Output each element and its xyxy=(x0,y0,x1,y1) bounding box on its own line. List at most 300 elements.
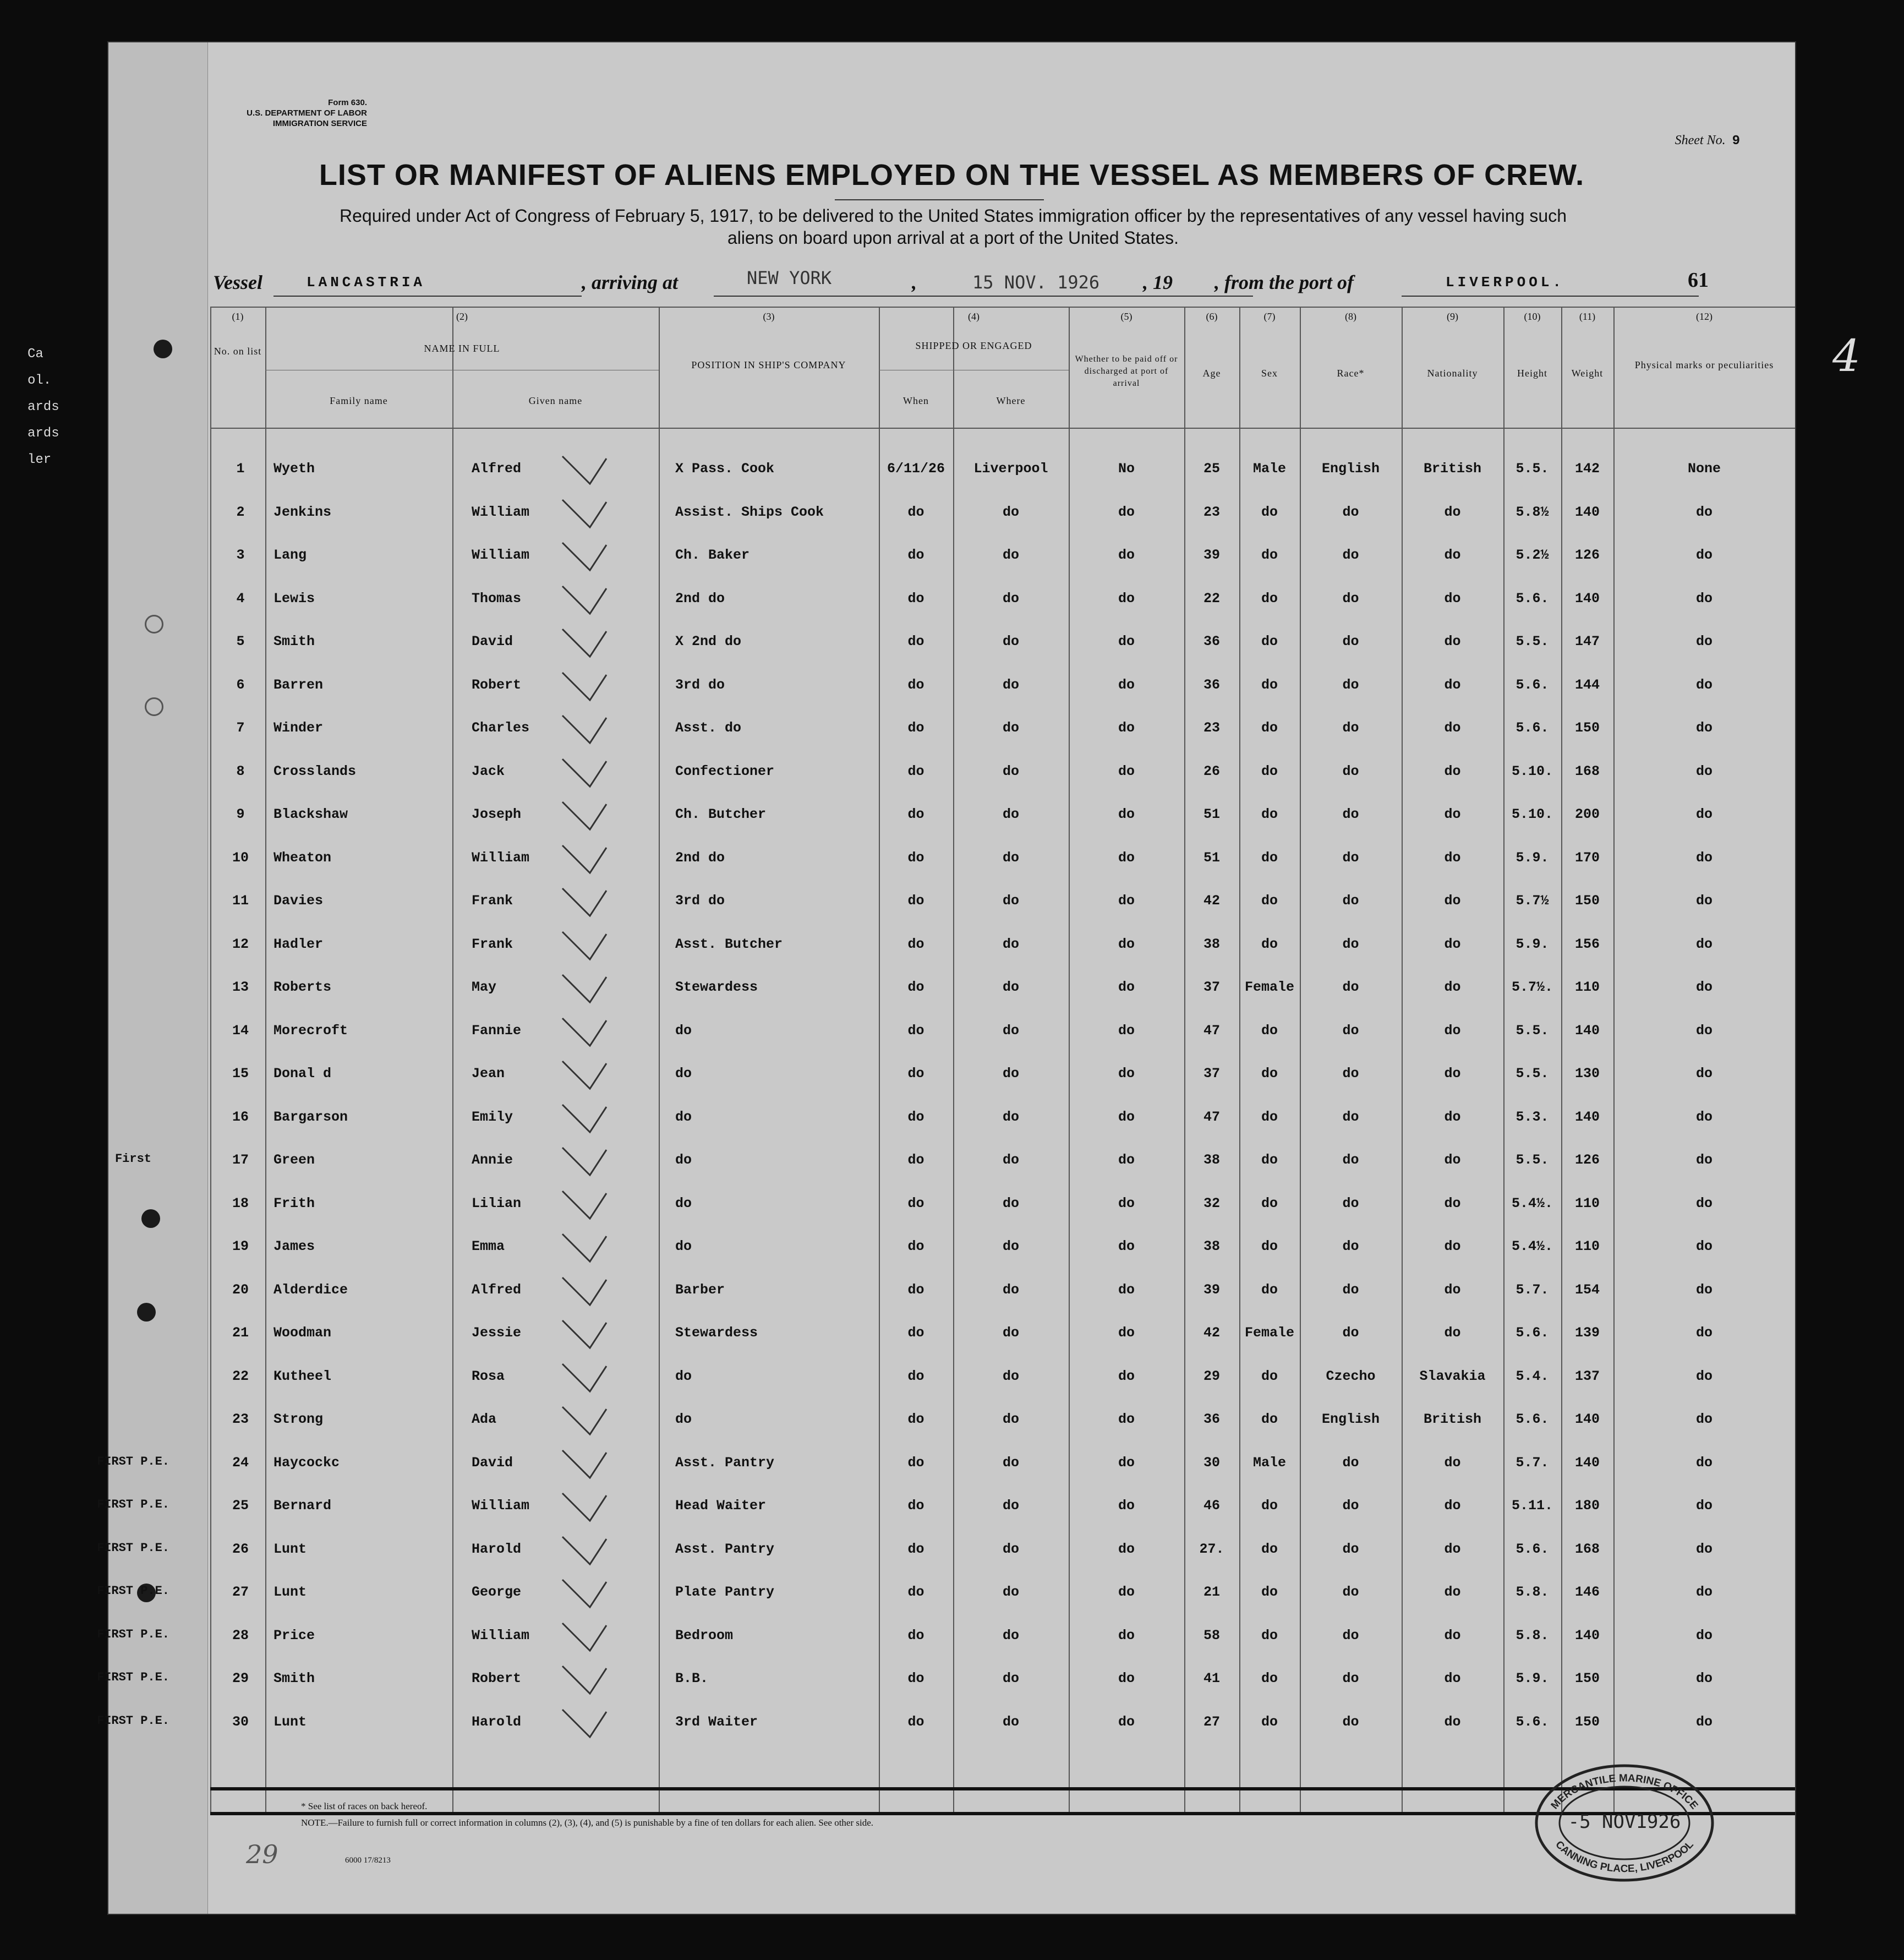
race: do xyxy=(1342,634,1359,649)
weight: 139 xyxy=(1574,1325,1600,1341)
paid-off: do xyxy=(1118,1195,1135,1211)
sex: do xyxy=(1261,1066,1278,1082)
vessel-line xyxy=(108,267,1795,304)
shipped-when: do xyxy=(907,547,924,563)
age: 22 xyxy=(1203,590,1220,607)
table-row xyxy=(108,1055,1795,1095)
position: X 2nd do xyxy=(675,634,742,649)
row-number: 28 xyxy=(232,1627,249,1644)
family-name: Hadler xyxy=(273,936,324,952)
row-number: 8 xyxy=(236,763,245,779)
shipped-where: do xyxy=(1002,634,1019,649)
height: 5.6. xyxy=(1515,676,1549,693)
check-mark xyxy=(560,1014,609,1050)
row-number: 16 xyxy=(232,1109,249,1125)
nationality: do xyxy=(1444,1325,1461,1341)
weight: 140 xyxy=(1574,1109,1600,1125)
paid-off: do xyxy=(1118,1368,1135,1384)
shipped-where: do xyxy=(1002,1152,1019,1168)
weight: 140 xyxy=(1574,1627,1600,1644)
paid-off: do xyxy=(1118,1670,1135,1686)
shipped-where: do xyxy=(1002,1325,1019,1341)
given-name: Robert xyxy=(472,676,522,693)
paid-off: do xyxy=(1118,1325,1135,1341)
physical-marks: do xyxy=(1695,1022,1712,1039)
height: 5.10. xyxy=(1511,806,1553,822)
shipped-where: do xyxy=(1002,720,1019,736)
given-name: William xyxy=(472,849,530,866)
col-head-where: Where xyxy=(996,395,1026,406)
row-number: 22 xyxy=(232,1368,249,1384)
check-mark xyxy=(560,1230,609,1266)
check-mark xyxy=(560,1705,609,1741)
sex: do xyxy=(1261,547,1278,563)
paid-off: do xyxy=(1118,936,1135,952)
check-mark xyxy=(560,755,609,791)
position: Plate Pantry xyxy=(675,1584,775,1600)
row-number: 26 xyxy=(232,1541,249,1557)
height: 5.6. xyxy=(1515,720,1549,736)
weight: 150 xyxy=(1574,720,1600,736)
table-row xyxy=(96,1617,1795,1657)
position: Barber xyxy=(675,1281,725,1298)
paid-off: do xyxy=(1118,1281,1135,1298)
position: do xyxy=(675,1152,692,1168)
sex: do xyxy=(1261,1713,1278,1730)
age: 23 xyxy=(1203,720,1220,736)
col-head-shipped: SHIPPED OR ENGAGED xyxy=(915,340,1032,351)
table-row xyxy=(108,795,1795,836)
col-head-given: Given name xyxy=(528,395,583,406)
family-name: Kutheel xyxy=(273,1368,332,1384)
age: 51 xyxy=(1203,849,1220,866)
nationality: British xyxy=(1423,1411,1482,1427)
physical-marks: do xyxy=(1695,1109,1712,1125)
family-name: Haycockc xyxy=(273,1454,340,1471)
race: do xyxy=(1342,1713,1359,1730)
col-num-8: (8) xyxy=(1345,311,1356,322)
nationality: do xyxy=(1444,504,1461,520)
paid-off: No xyxy=(1118,461,1135,477)
col-num-3: (3) xyxy=(763,311,775,322)
check-mark xyxy=(560,495,609,532)
table-row xyxy=(96,1703,1795,1744)
table-row xyxy=(108,752,1795,793)
height: 5.3. xyxy=(1515,1109,1549,1125)
position: 3rd do xyxy=(675,676,725,693)
table-row xyxy=(108,580,1795,620)
shipped-when: do xyxy=(907,763,924,779)
col-head-when: When xyxy=(903,395,929,406)
paid-off: do xyxy=(1118,1109,1135,1125)
race: do xyxy=(1342,1454,1359,1471)
paid-off: do xyxy=(1118,1066,1135,1082)
weight: 200 xyxy=(1574,806,1600,822)
row-number: 14 xyxy=(232,1022,249,1039)
position: do xyxy=(675,1411,692,1427)
print-code: 6000 17/8213 xyxy=(345,1856,391,1865)
form-header xyxy=(196,97,367,129)
physical-marks: do xyxy=(1695,1238,1712,1254)
table-row xyxy=(108,839,1795,880)
family-name: Lunt xyxy=(273,1584,307,1600)
age: 32 xyxy=(1203,1195,1220,1211)
check-mark xyxy=(560,841,609,877)
position: Asst. Pantry xyxy=(675,1454,775,1471)
sex: do xyxy=(1261,1152,1278,1168)
position: B.B. xyxy=(675,1670,709,1686)
shipped-where: do xyxy=(1002,1195,1019,1211)
check-mark xyxy=(560,1187,609,1223)
paid-off: do xyxy=(1118,1541,1135,1557)
shipped-where: do xyxy=(1002,1713,1019,1730)
table-row xyxy=(108,450,1795,490)
check-mark xyxy=(560,668,609,705)
given-name: William xyxy=(472,1627,530,1644)
stamp-top-text: MERCANTILE MARINE OFFICE xyxy=(1549,1772,1700,1812)
position: Ch. Baker xyxy=(675,547,750,563)
physical-marks: do xyxy=(1695,676,1712,693)
sex: do xyxy=(1261,1498,1278,1514)
position: Asst. do xyxy=(675,720,742,736)
edge-fragment: Ca xyxy=(28,347,43,362)
weight: 126 xyxy=(1574,547,1600,563)
shipped-when: do xyxy=(907,893,924,909)
given-name: Harold xyxy=(472,1713,522,1730)
sex: do xyxy=(1261,806,1278,822)
check-mark xyxy=(560,711,609,747)
race: do xyxy=(1342,806,1359,822)
age: 47 xyxy=(1203,1109,1220,1125)
physical-marks: do xyxy=(1695,1066,1712,1082)
nationality: do xyxy=(1444,1238,1461,1254)
table-row xyxy=(108,1314,1795,1355)
shipped-where: do xyxy=(1002,1109,1019,1125)
shipped-where: do xyxy=(1002,1498,1019,1514)
position: Ch. Butcher xyxy=(675,806,767,822)
race: do xyxy=(1342,763,1359,779)
table-row xyxy=(108,1184,1795,1225)
paid-off: do xyxy=(1118,547,1135,563)
age: 36 xyxy=(1203,634,1220,649)
sex: do xyxy=(1261,849,1278,866)
position: X Pass. Cook xyxy=(675,461,775,477)
sex: do xyxy=(1261,1281,1278,1298)
shipped-where: do xyxy=(1002,763,1019,779)
table-row xyxy=(108,882,1795,922)
col-num-7: (7) xyxy=(1263,311,1276,322)
weight: 110 xyxy=(1574,1238,1600,1254)
physical-marks: do xyxy=(1695,1498,1712,1514)
col-head-name: NAME IN FULL xyxy=(424,343,500,354)
race: do xyxy=(1342,1152,1359,1168)
row-number: 19 xyxy=(232,1238,249,1254)
sex: do xyxy=(1261,1541,1278,1557)
race: do xyxy=(1342,676,1359,693)
age: 26 xyxy=(1203,763,1220,779)
given-name: Frank xyxy=(472,893,513,909)
nationality: do xyxy=(1444,1152,1461,1168)
check-mark xyxy=(560,1489,609,1525)
sex: Female xyxy=(1244,1325,1294,1341)
family-name: Smith xyxy=(273,1670,315,1686)
row-left-note: FIRST P.E. xyxy=(96,1670,170,1684)
left-edge-fragments xyxy=(28,341,94,473)
nationality: do xyxy=(1444,1670,1461,1686)
family-name: Jenkins xyxy=(273,504,332,520)
shipped-when: do xyxy=(907,720,924,736)
position: do xyxy=(675,1066,692,1082)
family-name: Blackshaw xyxy=(273,806,348,822)
height: 5.4½. xyxy=(1511,1195,1553,1211)
race: do xyxy=(1342,1325,1359,1341)
shipped-when: do xyxy=(907,1498,924,1514)
physical-marks: do xyxy=(1695,1713,1712,1730)
row-number: 3 xyxy=(236,547,245,563)
col-num-2: (2) xyxy=(456,311,468,322)
nationality: British xyxy=(1423,461,1482,477)
date-underline xyxy=(934,296,1253,297)
race: English xyxy=(1321,1411,1380,1427)
row-number: 15 xyxy=(232,1066,249,1082)
sex: do xyxy=(1261,1022,1278,1039)
crew-table xyxy=(96,307,1795,1815)
height: 5.6. xyxy=(1515,1541,1549,1557)
age: 29 xyxy=(1203,1368,1220,1384)
department: U.S. DEPARTMENT OF LABOR xyxy=(247,108,367,118)
physical-marks: do xyxy=(1695,1627,1712,1644)
service: IMMIGRATION SERVICE xyxy=(272,119,367,128)
physical-marks: do xyxy=(1695,1281,1712,1298)
shipped-when: do xyxy=(907,849,924,866)
weight: 140 xyxy=(1574,1022,1600,1039)
stamp-date: -5 NOV1926 xyxy=(1568,1811,1681,1833)
family-name: Lunt xyxy=(273,1713,307,1730)
sex: do xyxy=(1261,634,1278,649)
family-name: Barren xyxy=(273,676,324,693)
shipped-where: do xyxy=(1002,1281,1019,1298)
physical-marks: do xyxy=(1695,720,1712,736)
position: 3rd Waiter xyxy=(675,1713,758,1730)
paid-off: do xyxy=(1118,1584,1135,1600)
position: Stewardess xyxy=(675,1325,758,1341)
shipped-where: do xyxy=(1002,547,1019,563)
edge-fragment: ol. xyxy=(28,373,52,388)
position: Bedroom xyxy=(675,1627,734,1644)
shipped-when: do xyxy=(907,979,924,995)
height: 5.7½. xyxy=(1511,979,1553,995)
position: 2nd do xyxy=(675,590,725,607)
nationality: do xyxy=(1444,1627,1461,1644)
age: 27. xyxy=(1199,1541,1224,1557)
shipped-where: do xyxy=(1002,1238,1019,1254)
given-name: Rosa xyxy=(472,1368,505,1384)
sheet-number xyxy=(1675,133,1740,149)
nationality: do xyxy=(1444,547,1461,563)
weight: 140 xyxy=(1574,1411,1600,1427)
given-name: Emma xyxy=(472,1238,505,1254)
given-name: Charles xyxy=(472,720,530,736)
check-mark xyxy=(560,1619,609,1655)
check-mark xyxy=(560,1662,609,1698)
shipped-when: do xyxy=(907,1584,924,1600)
weight: 110 xyxy=(1574,1195,1600,1211)
height: 5.6. xyxy=(1515,1325,1549,1341)
physical-marks: do xyxy=(1695,1368,1712,1384)
given-name: Jessie xyxy=(472,1325,522,1341)
paid-off: do xyxy=(1118,849,1135,866)
family-name: Woodman xyxy=(273,1325,332,1341)
check-mark xyxy=(560,970,609,1007)
position: Confectioner xyxy=(675,763,775,779)
row-number: 4 xyxy=(236,590,245,607)
table-row xyxy=(96,1659,1795,1700)
sex: do xyxy=(1261,1627,1278,1644)
family-name: Lewis xyxy=(273,590,315,607)
given-name: David xyxy=(472,634,513,649)
edge-fragment: ards xyxy=(28,400,59,414)
row-left-note: FIRST P.E. xyxy=(96,1454,170,1468)
age: 39 xyxy=(1203,547,1220,563)
weight: 156 xyxy=(1574,936,1600,952)
given-name: Jean xyxy=(472,1066,505,1082)
height: 5.5. xyxy=(1515,1022,1549,1039)
shipped-when: do xyxy=(907,590,924,607)
position: 3rd do xyxy=(675,893,725,909)
shipped-where: do xyxy=(1002,1627,1019,1644)
weight: 126 xyxy=(1574,1152,1600,1168)
weight: 150 xyxy=(1574,893,1600,909)
physical-marks: do xyxy=(1695,1584,1712,1600)
height: 5.9. xyxy=(1515,849,1549,866)
shipped-where: do xyxy=(1002,1022,1019,1039)
given-name: Jack xyxy=(472,763,505,779)
race: do xyxy=(1342,1195,1359,1211)
nationality: do xyxy=(1444,676,1461,693)
title-rule xyxy=(835,199,1044,200)
shipped-where: do xyxy=(1002,1541,1019,1557)
age: 46 xyxy=(1203,1498,1220,1514)
nationality: do xyxy=(1444,1195,1461,1211)
shipped-where: do xyxy=(1002,504,1019,520)
vessel-name: LANCASTRIA xyxy=(307,274,426,291)
height: 5.7. xyxy=(1515,1454,1549,1471)
shipped-where: do xyxy=(1002,1584,1019,1600)
sex: do xyxy=(1261,1670,1278,1686)
paid-off: do xyxy=(1118,1454,1135,1471)
shipped-where: do xyxy=(1002,1411,1019,1427)
position: do xyxy=(675,1022,692,1039)
check-mark xyxy=(560,1100,609,1137)
col-head-height: Height xyxy=(1517,368,1547,379)
row-number: 25 xyxy=(232,1498,249,1514)
vessel-label: Vessel xyxy=(213,271,262,293)
paid-off: do xyxy=(1118,1627,1135,1644)
age: 37 xyxy=(1203,979,1220,995)
shipped-when: 6/11/26 xyxy=(887,461,945,477)
family-name: Roberts xyxy=(273,979,332,995)
weight: 150 xyxy=(1574,1670,1600,1686)
race: do xyxy=(1342,590,1359,607)
col-head-race: Race* xyxy=(1337,368,1365,379)
race: do xyxy=(1342,1627,1359,1644)
nationality: do xyxy=(1444,763,1461,779)
shipped-when: do xyxy=(907,1541,924,1557)
race: do xyxy=(1342,979,1359,995)
weight: 170 xyxy=(1574,849,1600,866)
sex: do xyxy=(1261,1584,1278,1600)
weight: 180 xyxy=(1574,1498,1600,1514)
row-number: 20 xyxy=(232,1281,249,1298)
check-mark xyxy=(560,1273,609,1309)
from-label: , from the port of xyxy=(1214,271,1354,293)
race: English xyxy=(1321,461,1380,477)
position: Assist. Ships Cook xyxy=(675,504,824,520)
row-left-note: FIRST P.E. xyxy=(96,1541,170,1555)
from-underline xyxy=(1402,296,1699,297)
shipped-where: do xyxy=(1002,893,1019,909)
given-name: William xyxy=(472,504,530,520)
manifest-sheet xyxy=(96,41,1796,1915)
nationality: do xyxy=(1444,1022,1461,1039)
physical-marks: do xyxy=(1695,504,1712,520)
weight: 110 xyxy=(1574,979,1600,995)
age: 51 xyxy=(1203,806,1220,822)
arriving-port: NEW YORK xyxy=(747,267,832,288)
table-row xyxy=(96,1444,1795,1484)
physical-marks: do xyxy=(1695,1152,1712,1168)
row-left-note: First xyxy=(114,1152,151,1166)
year-label: , 19 xyxy=(1143,271,1173,293)
sex: do xyxy=(1261,893,1278,909)
table-row xyxy=(108,1141,1795,1182)
stamp-bottom-text: CANNING PLACE, LIVERPOOL xyxy=(1553,1838,1696,1875)
race: do xyxy=(1342,1670,1359,1686)
shipped-when: do xyxy=(907,936,924,952)
given-name: David xyxy=(472,1454,513,1471)
sex: do xyxy=(1261,1368,1278,1384)
position: do xyxy=(675,1109,692,1125)
given-name: Frank xyxy=(472,936,513,952)
age: 42 xyxy=(1203,1325,1220,1341)
family-name: Davies xyxy=(273,893,324,909)
family-name: Wheaton xyxy=(273,849,332,866)
paid-off: do xyxy=(1118,590,1135,607)
paid-off: do xyxy=(1118,1022,1135,1039)
row-number: 29 xyxy=(232,1670,249,1686)
check-mark xyxy=(560,1446,609,1482)
row-number: 10 xyxy=(232,849,249,866)
row-left-note: FIRST P.E. xyxy=(96,1498,170,1511)
physical-marks: do xyxy=(1695,1411,1712,1427)
table-row xyxy=(108,493,1795,534)
physical-marks: do xyxy=(1695,1541,1712,1557)
height: 5.10. xyxy=(1511,763,1553,779)
check-mark xyxy=(560,927,609,964)
check-mark xyxy=(560,1575,609,1612)
shipped-where: do xyxy=(1002,1670,1019,1686)
shipped-when: do xyxy=(907,504,924,520)
shipped-when: do xyxy=(907,634,924,649)
header-top-rule xyxy=(210,307,1795,308)
paid-off: do xyxy=(1118,720,1135,736)
table-row xyxy=(108,536,1795,577)
footer-notes xyxy=(301,1798,873,1831)
shipped-where: do xyxy=(1002,806,1019,822)
position: do xyxy=(675,1195,692,1211)
shipped-where: do xyxy=(1002,1454,1019,1471)
paid-off: do xyxy=(1118,979,1135,995)
